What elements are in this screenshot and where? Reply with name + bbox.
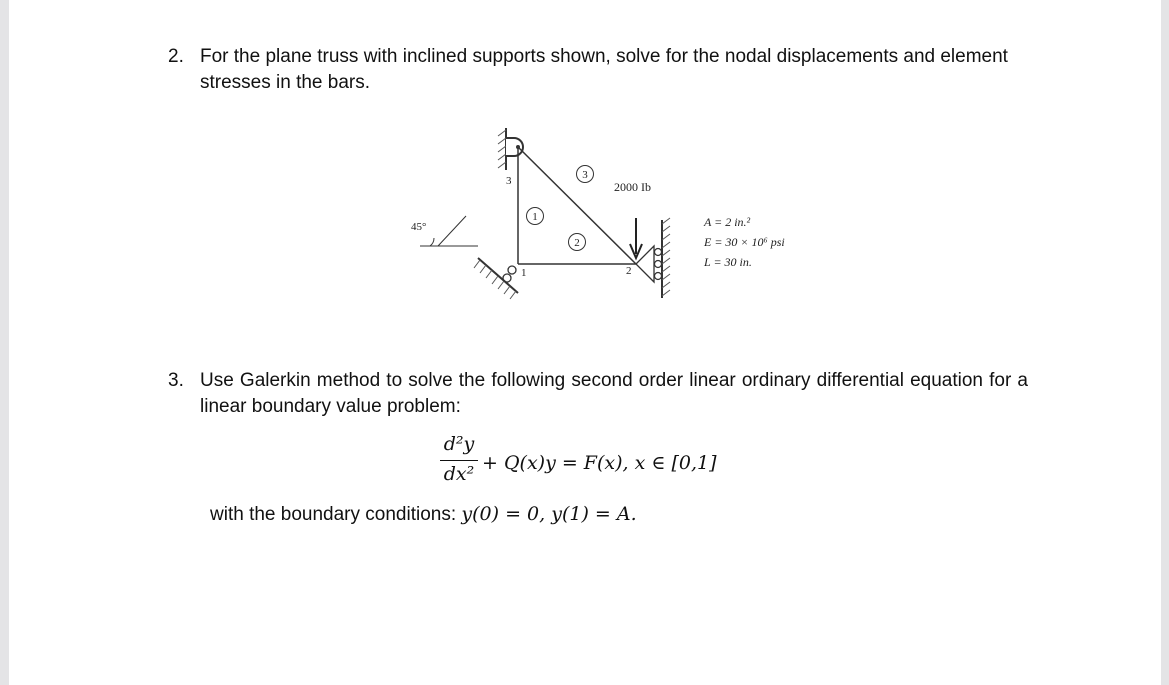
inclined-support-surface	[478, 258, 518, 293]
property-length: L = 30 in.	[704, 255, 752, 269]
document-page	[9, 0, 1161, 685]
roller-2c	[655, 273, 662, 280]
question-number: 3.	[168, 370, 184, 391]
question-number: 2.	[168, 46, 184, 67]
equation-rest: + Q(x)y = F(x), x ∈ [0,1]	[482, 452, 717, 474]
boundary-conditions	[210, 503, 637, 526]
node-2-label: 2	[626, 265, 632, 277]
truss-figure	[400, 118, 830, 318]
node-1-label: 1	[521, 267, 527, 279]
roller-2b	[655, 261, 662, 268]
roller-1b	[508, 266, 516, 274]
boundary-prefix: with the boundary conditions:	[210, 504, 462, 525]
roller-2a	[655, 249, 662, 256]
question-2	[168, 44, 1028, 96]
boundary-values: y(0) = 0, y(1) = A.	[461, 503, 637, 525]
element-1-label: 1	[532, 211, 538, 223]
roller-1a	[503, 274, 511, 282]
angle-label: 45°	[411, 221, 427, 233]
inclined-support-hatch	[474, 260, 516, 299]
wall-2-hatch	[662, 218, 670, 296]
question-3	[168, 368, 1028, 420]
property-modulus: E = 30 × 10⁶ psi	[704, 235, 785, 249]
angle-arc	[430, 238, 434, 246]
angle-ray	[438, 216, 466, 246]
pin-support-3	[506, 138, 523, 156]
element-2-label: 2	[574, 237, 580, 249]
property-area: A = 2 in.²	[704, 215, 751, 229]
question-text: Use Galerkin method to solve the following second order linear ordinary differential equation for a linear boundary value problem:	[200, 370, 1028, 417]
fraction-numerator: d²y	[443, 433, 475, 455]
wall-3-hatch	[498, 130, 506, 168]
load-label: 2000 Ib	[614, 180, 651, 194]
fraction-denominator: dx²	[443, 463, 475, 485]
question-text: For the plane truss with inclined supports shown, solve for the nodal displacements and element stresses in the bars.	[200, 46, 1008, 93]
node-3-label: 3	[506, 175, 512, 187]
element-3-label: 3	[582, 169, 588, 181]
fraction-bar	[440, 460, 478, 461]
